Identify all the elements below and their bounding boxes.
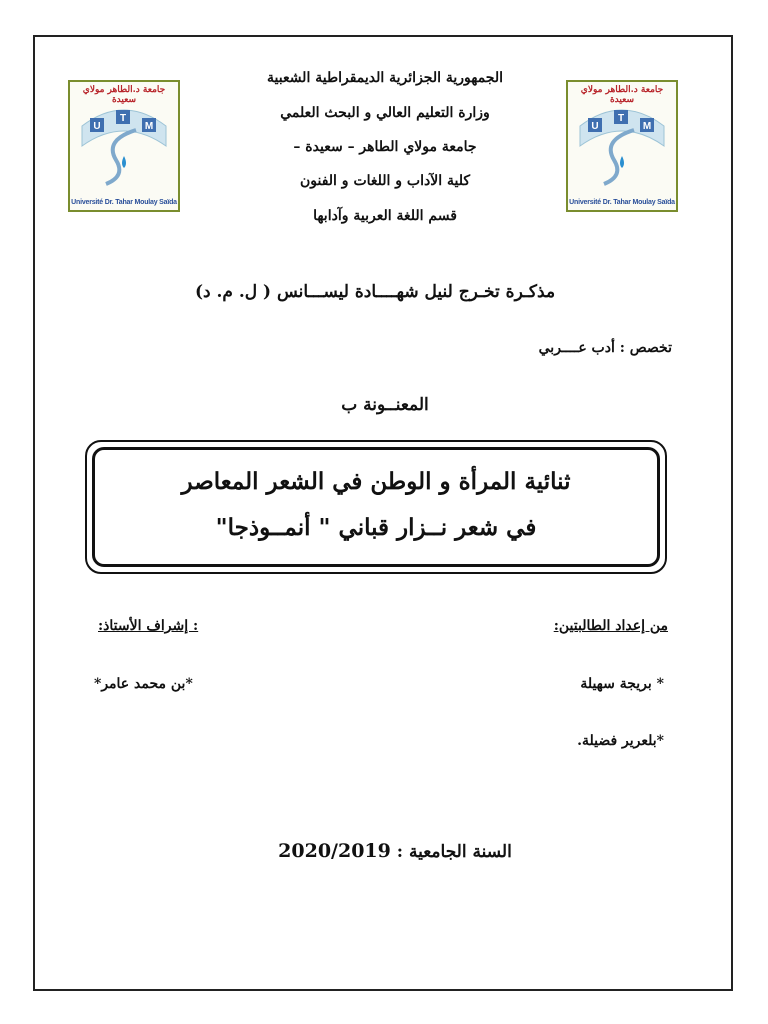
logo-letter: U xyxy=(93,121,101,132)
thesis-title-line-2: في شعر نــزار قباني " أنمــوذجا" xyxy=(215,514,537,541)
supervisor-name: *بن محمد عامر* xyxy=(94,676,193,692)
university-emblem-icon xyxy=(574,96,670,194)
logo-letter: T xyxy=(119,113,127,124)
logo-letter: U xyxy=(591,121,599,132)
academic-year xyxy=(230,840,560,862)
students-label: من إعداد الطالبتين: xyxy=(553,618,668,634)
header-ministry: وزارة التعليم العالي و البحث العلمي xyxy=(280,105,490,121)
logo-arabic-name: جامعة د.الطاهر مولاي سعيدة xyxy=(82,85,166,105)
specialty: تخصص : أدب عــــربي xyxy=(538,340,672,356)
header-republic: الجمهورية الجزائرية الديمقراطية الشعبية xyxy=(266,70,503,86)
supervisor-label: : إشراف الأستاذ: xyxy=(98,618,199,634)
header-department: قسم اللغة العربية وآدابها xyxy=(313,208,457,224)
academic-year-label: السنة الجامعية : xyxy=(396,842,512,862)
university-logo-right xyxy=(566,80,678,212)
logo-letter: M xyxy=(642,121,652,132)
logo-french-name: Université Dr. Tahar Moulay Saïda xyxy=(569,199,675,206)
university-emblem-icon xyxy=(76,96,172,194)
thesis-title-line-1: ثنائية المرأة و الوطن في الشعر المعاصر xyxy=(181,468,571,495)
student-name: *بلعرير فضيلة. xyxy=(577,733,664,749)
university-logo-left xyxy=(68,80,180,212)
student-name: * بريجة سهيلة xyxy=(580,676,664,692)
thesis-title-box xyxy=(85,440,667,574)
logo-arabic-name: جامعة د.الطاهر مولاي سعيدة xyxy=(580,85,664,105)
logo-french-name: Université Dr. Tahar Moulay Saïda xyxy=(71,199,177,206)
degree-line: مذكـرة تخـرج لنيل شهــــادة ليســـانس ( ل. م. د) xyxy=(194,282,556,302)
academic-year-value: 2020/2019 xyxy=(278,840,391,862)
logo-letter: T xyxy=(617,113,625,124)
header-university: جامعة مولاي الطاهر – سعيدة – xyxy=(293,139,477,155)
logo-letter: M xyxy=(144,121,154,132)
header-faculty: كلية الآداب و اللغات و الفنون xyxy=(299,173,471,189)
titled-label: المعنــونة ب xyxy=(341,395,429,415)
thesis-title-inner-frame xyxy=(92,447,660,567)
